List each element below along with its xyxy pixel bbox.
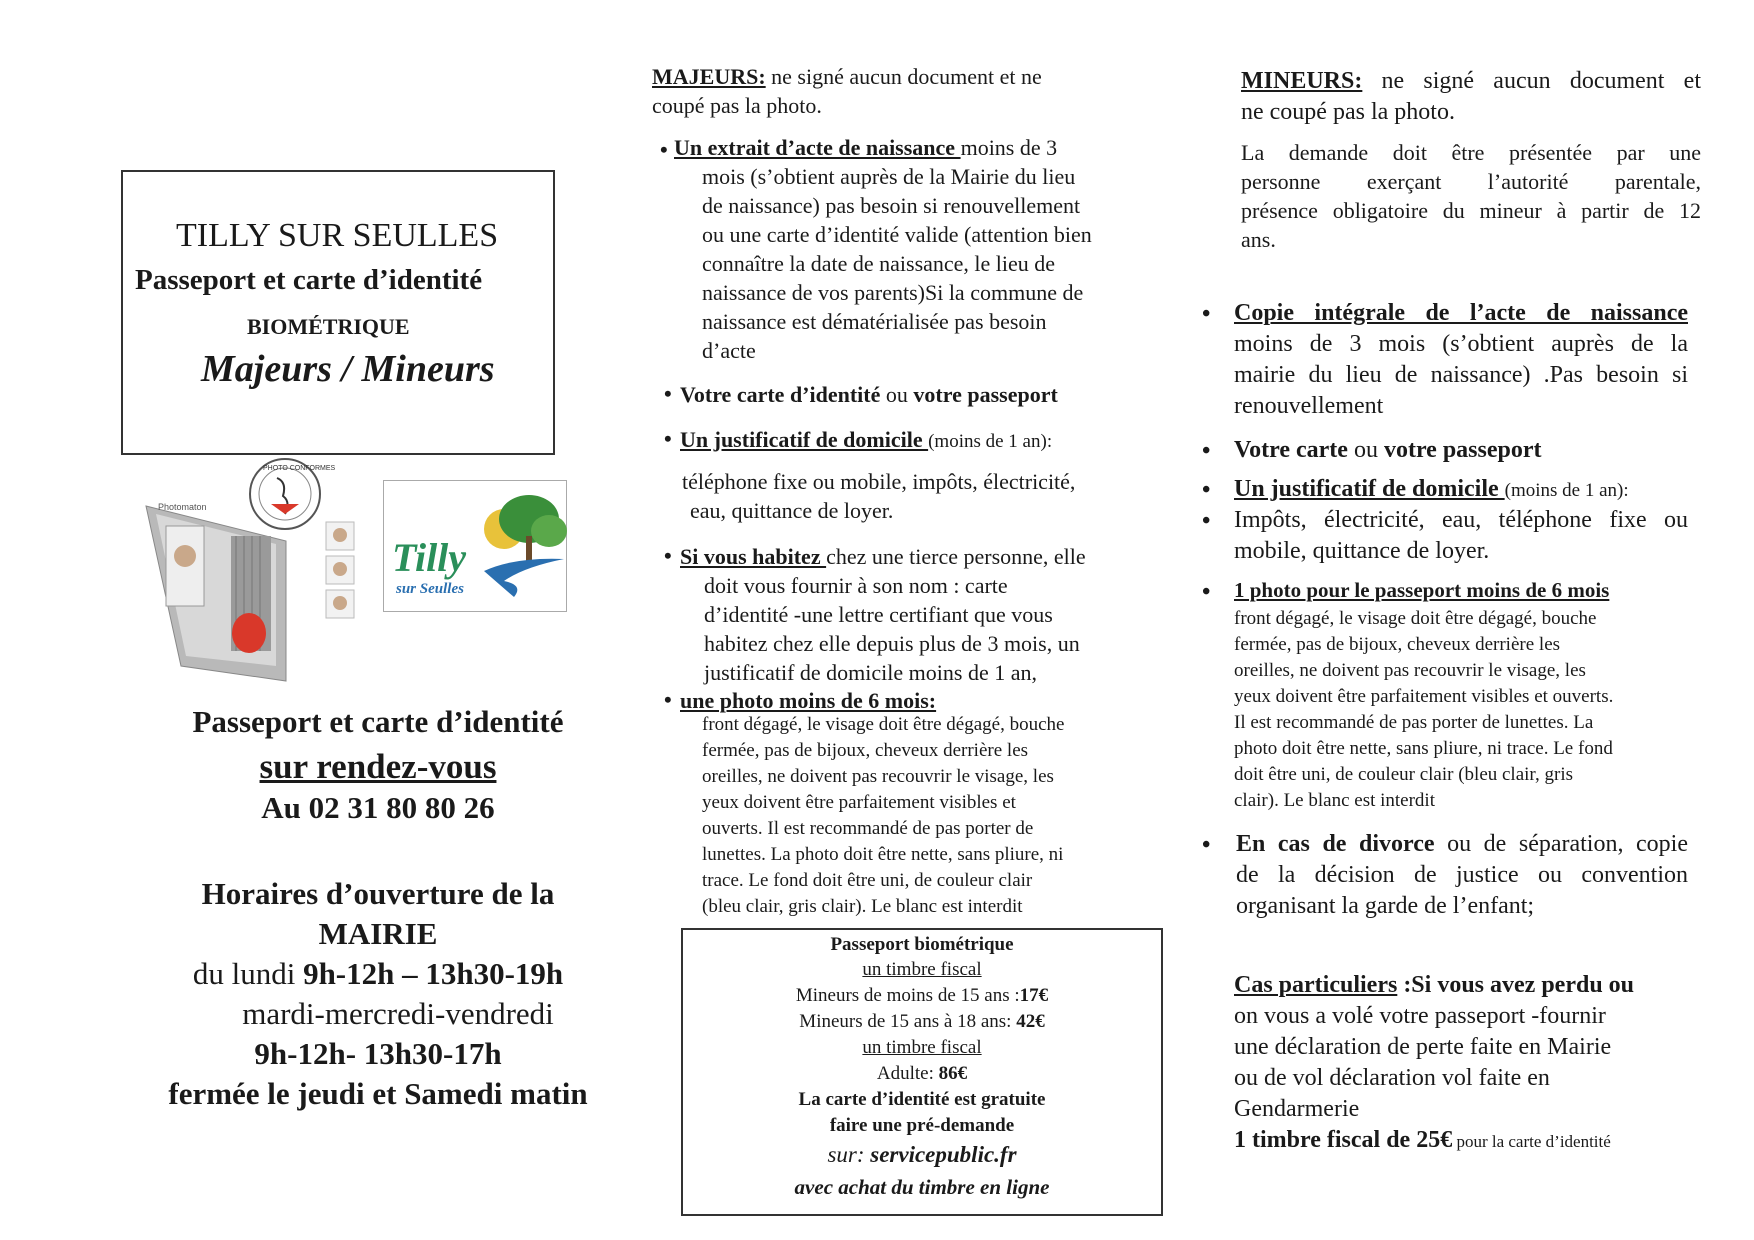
address-documents-item: Impôts, électricité, eau, téléphone fixe ou mobile, quittance de loyer. (1234, 507, 1688, 564)
bullet: • (1202, 301, 1211, 327)
bullet: • (1202, 579, 1211, 605)
photo-item: une photo moins de 6 mois: (680, 688, 937, 713)
hours-weekdays: mardi-mercredi-vendredi (242, 996, 554, 1031)
third-party-item: Si vous habitez chez une tierce personne, elle (680, 544, 1086, 569)
fee-minor-15-18: Mineurs de 15 ans à 18 ans: 42€ (799, 1011, 1045, 1032)
appointment-label: sur rendez-vous (259, 747, 497, 786)
hours-title: Horaires d’ouverture de la (201, 876, 555, 911)
conformity-stamp (247, 456, 336, 532)
audience-title: Majeurs / Mineurs (201, 348, 495, 390)
full-birth-certificate-item: Copie intégrale de l’acte de naissance moins de 3 mois (s’obtient auprès de la mairie du lieu de naissance) .Pas besoin si renouvellement (1234, 300, 1688, 419)
fee-box (681, 928, 1163, 1216)
proof-of-address-detail: téléphone fixe ou mobile, impôts, électricité, eau, quittance de loyer. (682, 469, 1076, 523)
tilly-logo (383, 480, 567, 612)
stamp-text: PHOTO CONFORMES (263, 465, 336, 472)
title-box (121, 170, 555, 455)
online-stamp-purchase: avec achat du timbre en ligne (794, 1175, 1050, 1199)
phone-number: Au 02 31 80 80 26 (261, 790, 495, 825)
pre-demande: faire une pré-demande (829, 1115, 1015, 1136)
bullet: • (664, 687, 672, 712)
town-title: TILLY SUR SEULLES (176, 217, 499, 254)
photo-item-minor: 1 photo pour le passeport moins de 6 mois (1234, 578, 1610, 602)
hours-monday: du lundi 9h-12h – 13h30-19h (192, 956, 564, 991)
card-or-passport-item: Votre carte ou votre passeport (1234, 437, 1542, 463)
proof-of-address-item: Un justificatif de domicile (moins de 1 an): (680, 427, 1053, 452)
booth-label: Photomaton (158, 502, 207, 512)
birth-certificate-detail: mois (s’obtient auprès de la Mairie du lieu de naissance) pas besoin si renouvellement ou une carte d’identité valide (attention bien connaître la date de naissance, le lieu de naissance de vos parents)Si la commune de naissance est dématérialisée pas besoin d’acte (702, 164, 1092, 363)
mineurs-intro: La demande doit être présentée par une personne exerçant l’autorité parentale, présence obligatoire du mineur à partir de 12 ans. (1241, 140, 1701, 252)
bullet: • (1202, 438, 1211, 464)
bullet: • (664, 426, 672, 451)
doc-title: Passeport et carte d’identité (135, 264, 483, 296)
fee-box-title: Passeport biométrique (830, 934, 1014, 955)
biometric-label: BIOMÉTRIQUE (247, 314, 410, 339)
mineurs-header: MINEURS: ne signé aucun document et ne coupé pas la photo. (1241, 68, 1701, 125)
id-card-free: La carte d’identité est gratuite (798, 1089, 1046, 1110)
appointment-title: Passeport et carte d’identité (192, 704, 564, 739)
service-public-site: sur: servicepublic.fr (827, 1142, 1017, 1167)
third-party-detail: doit vous fournir à son nom : carte d’identité -une lettre certifiant que vous habitez chez elle depuis plus de 3 mois, un justificatif de domicile moins de 1 an, (704, 573, 1080, 685)
bullet: • (1202, 832, 1211, 858)
fee-adult: Adulte: 86€ (876, 1063, 968, 1084)
fiscal-stamp-label: un timbre fiscal (862, 959, 982, 980)
logo-sub: sur Seulles (396, 581, 464, 597)
bullet: • (660, 137, 668, 162)
bullet: • (1202, 508, 1211, 534)
special-cases: Cas particuliers :Si vous avez perdu ou on vous a volé votre passeport -fournir une déclaration de perte faite en Mairie ou de vol déclaration vol faite en Gendarmerie 1 timbre fiscal de 25€ pour la carte d’identité (1234, 972, 1635, 1153)
photo-requirements: front dégagé, le visage doit être dégagé, bouche fermée, pas de bijoux, cheveux derrière les oreilles, ne doivent pas recouvrir le visage, les yeux doivent être parfaitement visibles et ouverts. Il est recommandé de pas porter de lunettes. La photo doit être nette, sans pliure, ni trace. Le fond doit être uni, de couleur clair (bleu clair, gris clair). Le blanc est interdit (702, 714, 1065, 917)
hours-weekdays-times: 9h-12h- 13h30-17h (254, 1036, 502, 1071)
hours-closed: fermée le jeudi et Samedi matin (168, 1076, 588, 1111)
bullet: • (664, 381, 672, 406)
birth-certificate-item: Un extrait d’acte de naissance moins de 3 (674, 135, 1058, 160)
fee-minor-under-15: Mineurs de moins de 15 ans :17€ (795, 985, 1049, 1006)
hours-mairie: MAIRIE (318, 916, 438, 951)
majeurs-header: MAJEURS: ne signé aucun document et ne coupé pas la photo. (652, 64, 1042, 118)
photo-requirements-minor: front dégagé, le visage doit être dégagé, bouche fermée, pas de bijoux, cheveux derrière les oreilles, ne doivent pas recouvrir le visage, les yeux doivent être parfaitement visibles et ouverts. Il est recommandé de pas porter de lunettes. La photo doit être nette, sans pliure, ni trace. Le fond doit être uni, de couleur clair (bleu clair, gris clair). Le blanc est interdit (1234, 608, 1614, 811)
id-or-passport-item: Votre carte d’identité ou votre passeport (680, 382, 1058, 407)
bullet: • (1202, 477, 1211, 503)
proof-of-address-item-minor: Un justificatif de domicile (moins de 1 an): (1234, 476, 1629, 502)
sample-id-photos (324, 520, 356, 620)
fiscal-stamp-label-2: un timbre fiscal (862, 1037, 982, 1058)
logo-word: Tilly (392, 535, 467, 580)
bullet: • (664, 543, 672, 568)
divorce-item: En cas de divorce ou de séparation, copie de la décision de justice ou convention organisant la garde de l’enfant; (1236, 831, 1689, 919)
